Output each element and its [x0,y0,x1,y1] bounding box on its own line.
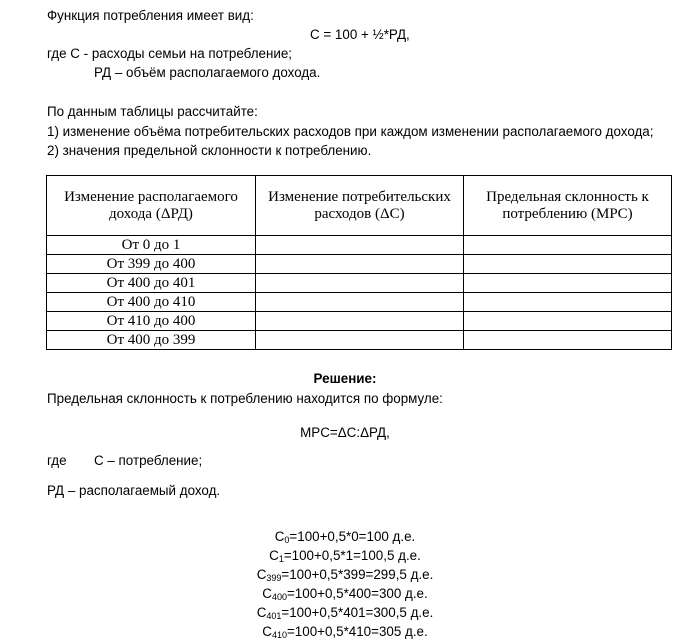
task-item-1: 1) изменение объёма потребительских расходов при каждом изменении располагаемого дохода; [47,124,654,139]
cell-consumption-change [256,312,464,331]
cell-consumption-change [256,274,464,293]
table-row [47,255,672,274]
task-header: По данным таблицы рассчитайте: [47,104,258,119]
cell-mpc [464,293,672,312]
calc-line: $C_{399}=100+0,5*399=299,5$ д.е. [256,567,434,583]
table-row [47,274,672,293]
cell-income-change: От 410 до 400 [47,312,256,331]
task-item-2: 2) значения предельной склонности к потреблению. [47,143,372,158]
consumption-function-formula: C = 100 + ½*РД, [310,27,410,42]
cell-consumption-change [256,293,464,312]
mpc-formula: MPC=ΔC:ΔРД, [300,425,390,440]
disposable-income-text: РД – располагаемый доход. [47,483,221,498]
solution-text: Предельная склонность к потреблению находится по формуле: [47,391,443,406]
intro-line: Функция потребления имеет вид: [47,8,254,23]
cell-income-change: От 0 до 1 [47,236,256,255]
cell-income-change: От 400 до 399 [47,331,256,350]
cell-consumption-change [256,255,464,274]
where-consumption-text: C – потребление; [94,453,203,468]
calc-line: $C_{410}=100+0,5*410=305$ д.е. [262,624,428,640]
header-income-change: Изменение располагаемого дохода (ΔРД) [47,176,256,236]
calc-line: $C_1=100+0,5*1=100,5$ д.е. [269,548,421,564]
cell-mpc [464,331,672,350]
calc-line: $C_{401}=100+0,5*401=300,5$ д.е. [256,605,434,621]
table-row [47,293,672,312]
where-label: где [47,453,67,468]
cell-mpc [464,255,672,274]
where-consumption: где С - расходы семьи на потребление; [47,46,293,61]
calc-line: $C_{400}=100+0,5*400=300$ д.е. [262,586,428,602]
cell-mpc [464,312,672,331]
table-row [47,331,672,350]
solution-title: Решение: [313,371,377,386]
data-table [46,175,672,350]
cell-consumption-change [256,331,464,350]
table-row [47,312,672,331]
cell-mpc [464,236,672,255]
where-income: РД – объём располагаемого дохода. [94,65,321,80]
header-consumption-change: Изменение потребительских расходов (ΔC) [256,176,464,236]
cell-income-change: От 399 до 400 [47,255,256,274]
cell-income-change: От 400 до 401 [47,274,256,293]
table-header-row [47,176,672,236]
cell-income-change: От 400 до 410 [47,293,256,312]
header-mpc: Предельная склонность к потреблению (MPC) [464,176,672,236]
cell-mpc [464,274,672,293]
cell-consumption-change [256,236,464,255]
table-row [47,236,672,255]
calc-line: $C_0=100+0,5*0=100$ д.е. [274,529,416,545]
